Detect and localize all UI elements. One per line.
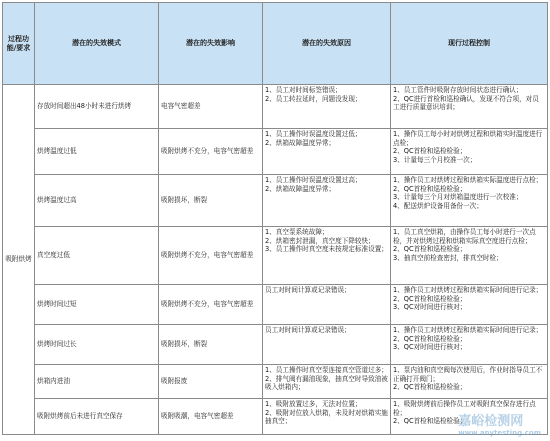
failure-cause-cell: [263, 365, 391, 399]
control-item: 1、泵内油和真空阀每次使用后，作业时指导员工不正确打开阀门；: [393, 366, 543, 383]
failure-effect-cell: 吸附烘烤不充分，电容气密超差: [159, 227, 263, 285]
watermark: [458, 410, 541, 437]
failure-mode-cell: 真空度过低: [35, 227, 159, 285]
cause-item: 3、员工操作时真空度未按规定标准设置；: [265, 245, 388, 254]
table-row: [3, 129, 548, 175]
table-row: [3, 325, 548, 365]
control-item: 1、操作员工对烘烤过程和烘箱实际时间进行记录；: [393, 286, 543, 294]
control-item: 3、QC对时间进行核对；: [393, 343, 467, 352]
control-cell: [391, 365, 548, 399]
cause-item: 1、吸附放置过多，无法对位置；: [265, 400, 362, 408]
control-item: 1、员工真空烘箱，由操作员工每小时进行一次点检，并对烘烤过程和烘箱实际真空度进行点检；: [393, 228, 536, 245]
failure-cause-cell: [263, 325, 391, 365]
table-row: [3, 365, 548, 399]
control-item: 1、吸附烘烤前后操作员工对吸附真空保存进行点检；: [393, 400, 536, 417]
header-failure-effect: 潜在的失效影响: [159, 3, 263, 85]
cause-item: 1、员工操作时真空泵连接真空管道过多；: [265, 366, 388, 374]
failure-cause-cell: [263, 399, 391, 435]
failure-cause-cell: [263, 227, 391, 285]
control-item: 2、QC进行首检和巡检确认，发现不符合项，对员工进行质量意识培训；: [393, 94, 539, 112]
cause-item: 2、烘箱故障温度异常；: [265, 184, 336, 193]
failure-effect-cell: 吸附吸潮，电容气密超差: [159, 399, 263, 435]
control-item: 3、计量每三个月校准一次；: [393, 155, 477, 164]
control-item: 2、QC首检和巡检检验；: [393, 417, 467, 426]
failure-effect-cell: 吸附损坏，断裂: [159, 325, 263, 365]
control-item: 1、操作员工对烘烤过程和烘箱实际温度进行点检；: [393, 176, 543, 184]
cause-item: 2、排气阀有漏油现象，抽真空时导致油被吸入烘箱内；: [265, 374, 388, 392]
cause-item: 2、烘箱故障温度异常；: [265, 138, 336, 147]
table-row: [3, 85, 548, 129]
failure-effect-cell: 吸附报废: [159, 365, 263, 399]
failure-effect-cell: 吸附损坏，断裂: [159, 175, 263, 227]
watermark-main: 嘉峪检测网: [458, 414, 524, 429]
watermark-sub: www.anytesting.com: [458, 429, 541, 437]
table-row: [3, 285, 548, 325]
table-header-row: [3, 3, 548, 85]
control-cell: [391, 325, 548, 365]
failure-cause-cell: [263, 285, 391, 325]
control-item: 4、配送烘炉设备用备份一次；: [393, 201, 483, 210]
failure-mode-cell: 吸附烘烤前后未进行真空保存: [35, 399, 159, 435]
process-category-cell: 吸附烘烤: [3, 85, 35, 435]
control-item: 3、计量每三个月对烘箱温度进行一次校准；: [393, 193, 523, 202]
control-item: 2、QC首检和巡检检验；: [393, 383, 467, 392]
cause-item: 1、员工对时间标签错误；: [265, 86, 342, 94]
cause-item: 2、员工转拉延时，问题没发现；: [265, 94, 362, 103]
failure-cause-cell: [263, 175, 391, 227]
control-cell: [391, 129, 548, 175]
cause-item: 1、真空泵系统故障；: [265, 228, 329, 236]
control-item: 1、员工管件时吸附存放时间状态进行确认；: [393, 86, 523, 94]
fmea-document: [2, 2, 547, 439]
control-item: 2、QC首检和巡检检验；: [393, 184, 467, 193]
failure-effect-cell: 吸附烘烤不充分，电容气密超差: [159, 129, 263, 175]
cause-item: 员工对时间计算或记录错误；: [265, 326, 351, 334]
failure-mode-cell: 烘烤时间过短: [35, 285, 159, 325]
control-item: 2、QC首检和巡检检验；: [393, 294, 467, 303]
failure-effect-cell: 吸附烘烤不充分，电容气密超差: [159, 285, 263, 325]
failure-mode-cell: 存放时间超出48小时未进行烘烤: [35, 85, 159, 129]
cause-item: 1、员工操作时误温度设置过低；: [265, 130, 362, 138]
failure-mode-cell: 烘烤时间过长: [35, 325, 159, 365]
control-item: 1、操作员工对烘烤过程和烘箱实际时间进行记录；: [393, 326, 543, 334]
failure-cause-cell: [263, 85, 391, 129]
failure-cause-cell: [263, 129, 391, 175]
control-item: 2、QC首检和巡检检验；: [393, 147, 467, 156]
control-item: 2、QC首检和巡检检验；: [393, 334, 467, 343]
header-failure-mode: 潜在的失效模式: [35, 3, 159, 85]
cause-item: 2、烘箱密封泄漏，真空度下降较快；: [265, 236, 375, 245]
control-item: 1、操作员工每小时对烘烤过程和烘箱实时温度进行点检；: [393, 130, 543, 147]
control-item: 3、抽真空前检查密封，排真空时检；: [393, 253, 503, 262]
header-failure-cause: 潜在的失效原因: [263, 3, 391, 85]
header-process-function: 过程功能/要求: [3, 3, 35, 85]
control-cell: [391, 227, 548, 285]
control-cell: [391, 85, 548, 129]
control-item: 2、QC首检和巡检检验；: [393, 245, 467, 254]
failure-mode-cell: 烘箱内进油: [35, 365, 159, 399]
control-item: 3、QC对时间进行核对；: [393, 303, 467, 312]
cause-item: 员工对时间计算或记录错误；: [265, 286, 351, 294]
table-row: [3, 175, 548, 227]
header-current-controls: 现行过程控制: [391, 3, 548, 85]
failure-effect-cell: 电容气密超差: [159, 85, 263, 129]
failure-mode-cell: 烘烤温度过高: [35, 175, 159, 227]
table-row: [3, 227, 548, 285]
control-cell: [391, 285, 548, 325]
cause-item: 2、吸附对位放入烘箱，未及时对烘箱实施抽真空；: [265, 408, 388, 426]
control-cell: [391, 175, 548, 227]
failure-mode-cell: 烘烤温度过低: [35, 129, 159, 175]
cause-item: 1、员工操作时误温度设置过高；: [265, 176, 362, 184]
fmea-table: [2, 2, 548, 435]
